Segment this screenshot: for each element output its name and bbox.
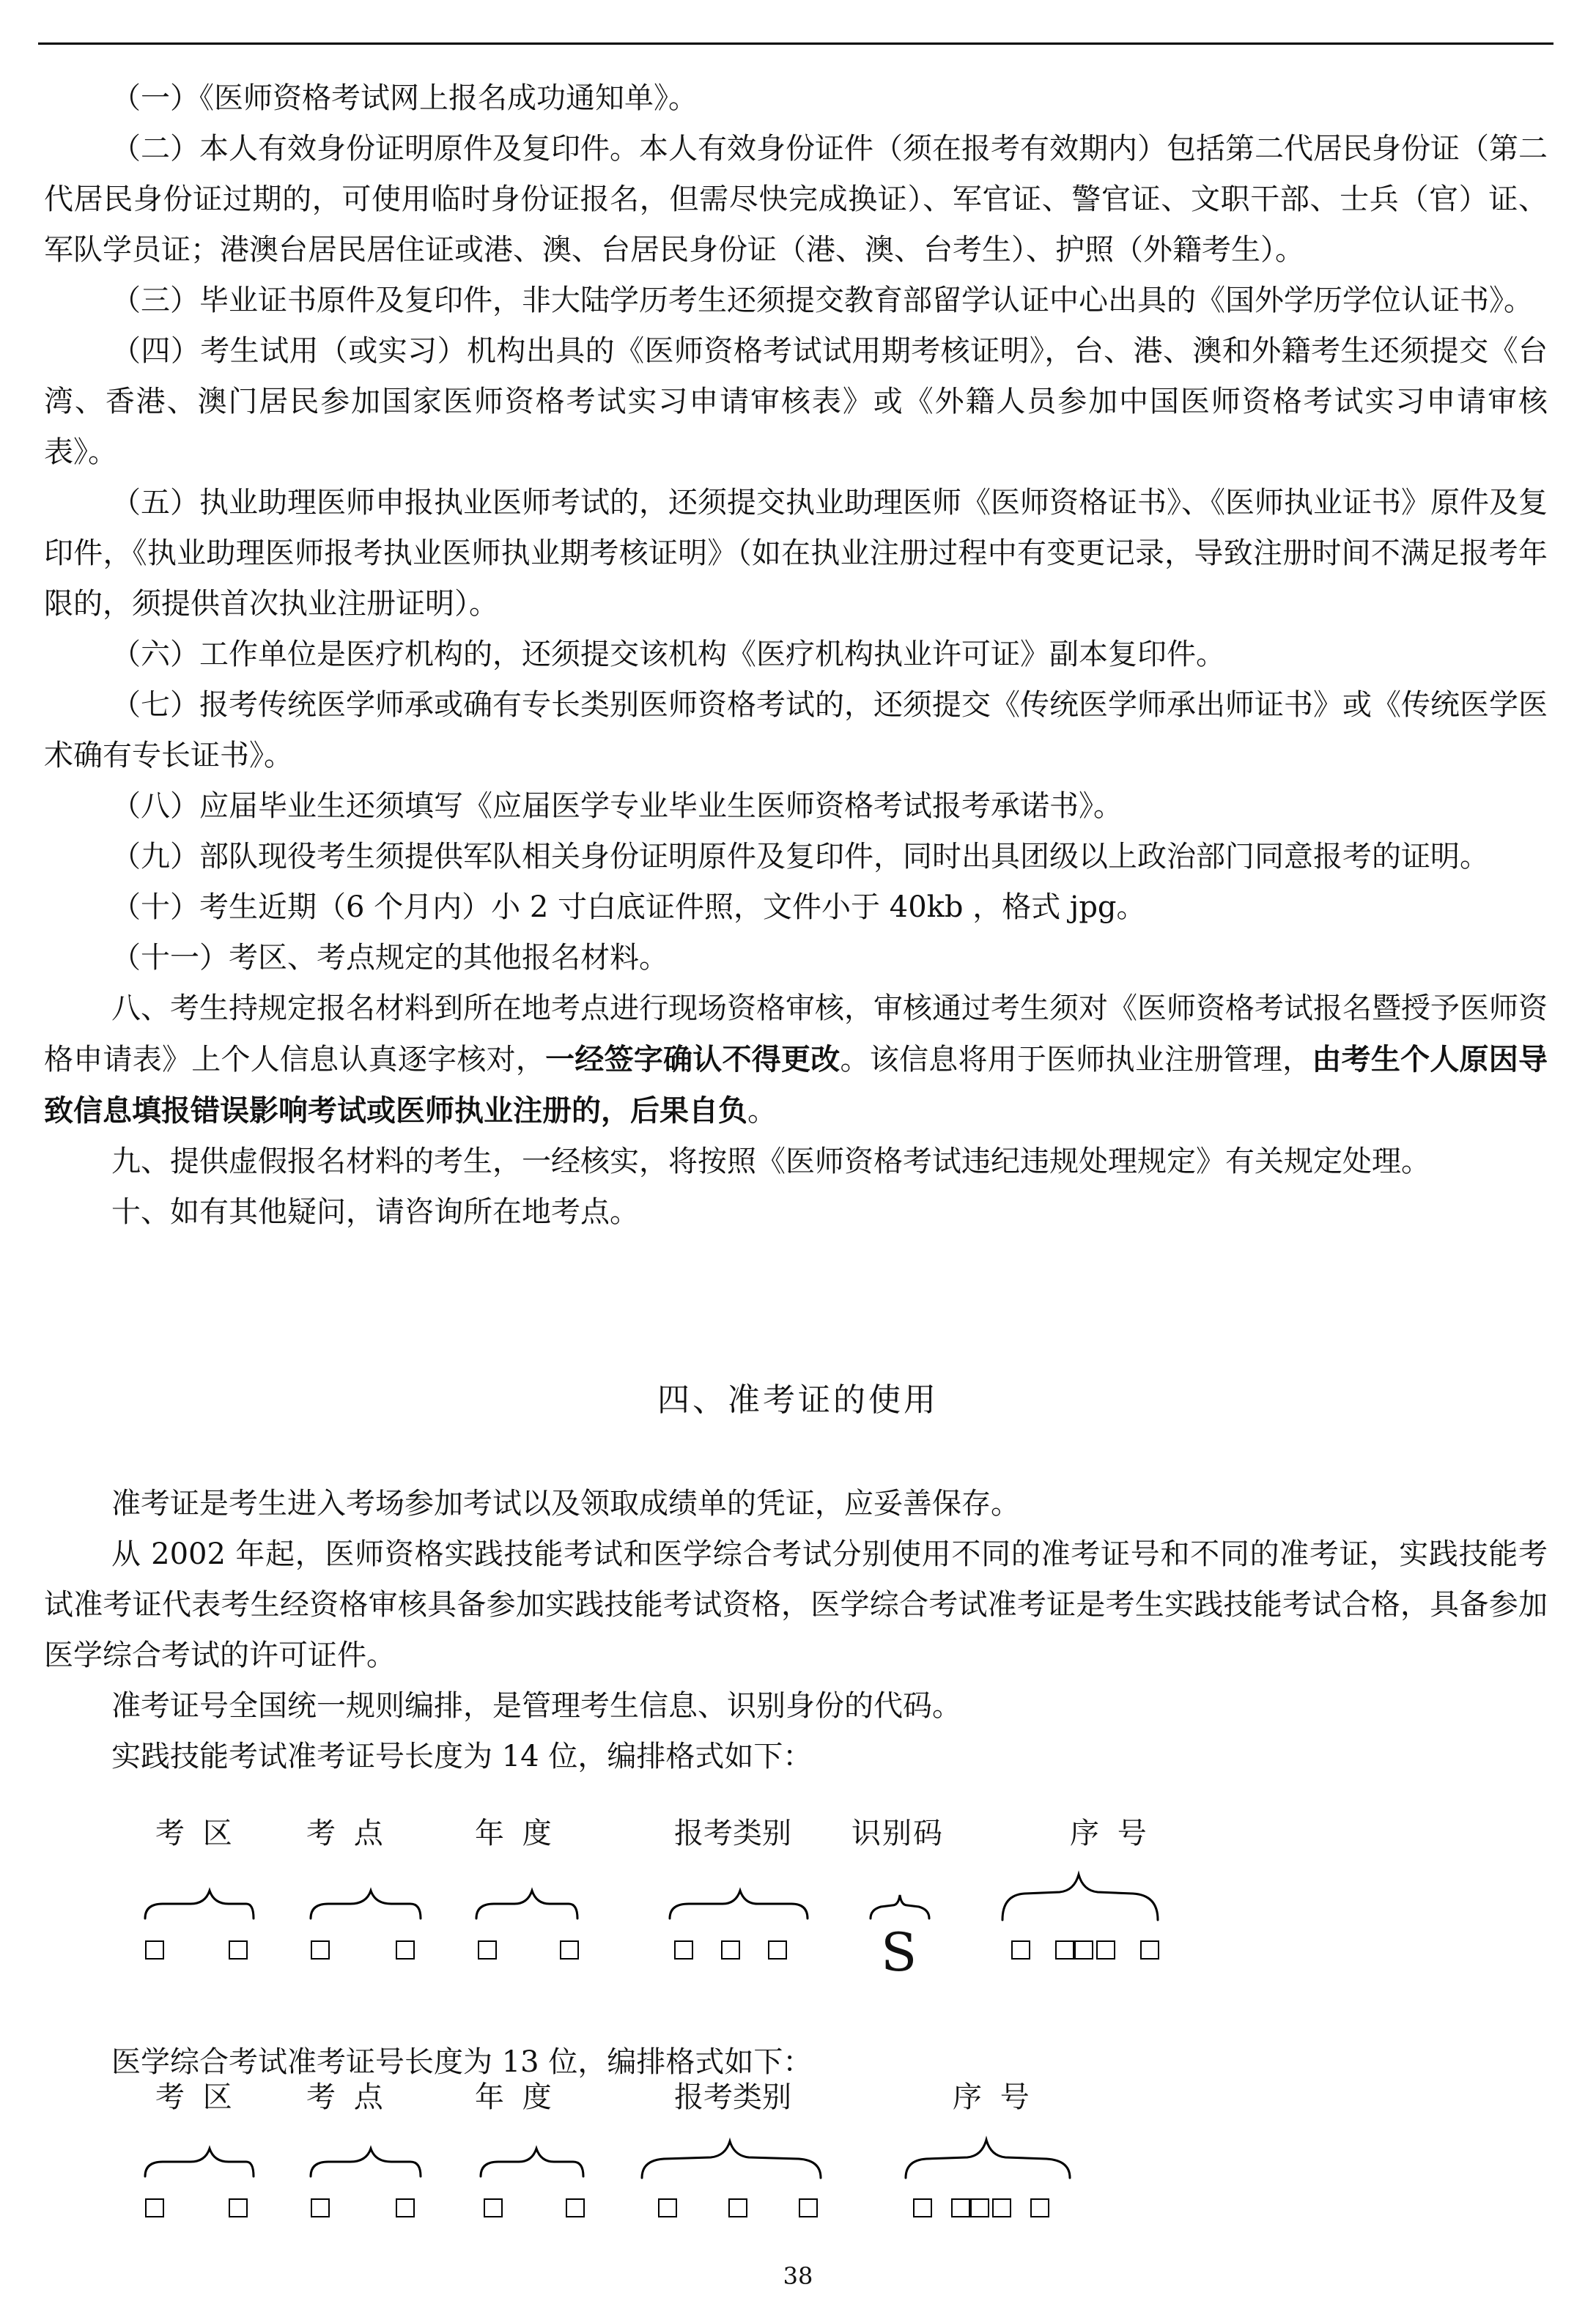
label-exam-site: 考 点 — [306, 2080, 388, 2114]
digit-box — [1030, 2198, 1049, 2217]
paragraph: 准考证号全国统一规则编排，是管理考生信息、识别身份的代码。 — [111, 1689, 961, 1723]
paragraph: （三）毕业证书原件及复印件，非大陆学历考生还须提交教育部留学认证中心出具的《国外学历学位认证书》。 — [111, 284, 1533, 317]
digit-box — [478, 1940, 497, 1960]
paragraph: 实践技能考试准考证号长度为 14 位，编排格式如下： — [111, 1740, 813, 1773]
digit-box — [1074, 1940, 1093, 1960]
brace — [642, 2141, 821, 2178]
paragraph-item-9: 九、提供虚假报名材料的考生，一经核实，将按照《医师资格考试违纪违规处理规定》有关规定处理。 — [111, 1145, 1430, 1178]
label-category: 报考类别 — [674, 1817, 791, 1850]
digit-box — [396, 1940, 415, 1960]
brace — [476, 1891, 577, 1918]
page-number: 38 — [783, 2262, 813, 2290]
label-exam-region: 考 区 — [155, 2080, 237, 2114]
digit-box — [721, 1940, 740, 1960]
paragraph: （七）报考传统医学师承或确有专长类别医师资格考试的，还须提交《传统医学师承出师证书》或《传统医学医术确有专长证书》。 — [44, 688, 1548, 772]
paragraph: （十一）考区、考点规定的其他报名材料。 — [111, 941, 668, 975]
box-group-year — [484, 2198, 585, 2217]
brace — [670, 1891, 808, 1918]
label-id-code: 识别码 — [851, 1817, 944, 1850]
paragraph-item-8 — [44, 983, 1548, 1137]
digit-box — [1096, 1940, 1115, 1960]
box-group-region — [145, 1940, 248, 1960]
digit-box — [728, 2198, 747, 2217]
brace — [871, 1895, 929, 1918]
brace — [481, 2149, 583, 2176]
identification-code-letter: S — [881, 1921, 917, 1983]
label-exam-site: 考 点 — [306, 1817, 388, 1850]
brace — [906, 2140, 1070, 2178]
paragraph: （六）工作单位是医疗机构的，还须提交该机构《医疗机构执业许可证》副本复印件。 — [111, 638, 1225, 671]
box-group-category — [674, 1940, 787, 1960]
digit-box — [951, 2198, 970, 2217]
digit-box — [1055, 1940, 1074, 1960]
paragraph: 从 2002 年起，医师资格实践技能考试和医学综合考试分别使用不同的准考证号和不同的准考证，实践技能考试准考证代表考生经资格审核具备参加实践技能考试资格，医学综合考试准考证是考生实践技能考试合格，具备参加医学综合考试的许可证件。 — [44, 1537, 1548, 1672]
digit-box — [768, 1940, 787, 1960]
digit-box — [658, 2198, 677, 2217]
digit-box — [560, 1940, 579, 1960]
paragraph: （四）考生试用（或实习）机构出具的《医师资格考试试用期考核证明》，台、港、澳和外籍考生还须提交《台湾、香港、澳门居民参加国家医师资格考试实习申请审核表》或《外籍人员参加中国医师资格考试实习申请审核表》。 — [44, 334, 1548, 469]
paragraph: （十）考生近期（6 个月内）小 2 寸白底证件照，文件小于 40kb ，格式 jpg。 — [111, 890, 1146, 924]
text-run: 。 — [747, 1094, 777, 1128]
digit-box — [1011, 1940, 1030, 1960]
label-category: 报考类别 — [674, 2080, 791, 2114]
digit-box — [229, 2198, 248, 2217]
brace — [145, 1891, 254, 1918]
box-group-serial — [913, 2198, 1049, 2217]
section-heading: 四、准考证的使用 — [657, 1381, 939, 1419]
box-group-site — [311, 2198, 415, 2217]
paragraph: 准考证是考生进入考场参加考试以及领取成绩单的凭证，应妥善保存。 — [111, 1487, 1020, 1521]
paragraph: （九）部队现役考生须提供军队相关身份证明原件及复印件，同时出具团级以上政治部门同意报考的证明。 — [111, 840, 1489, 874]
box-group-site — [311, 1940, 415, 1960]
paragraph: （五）执业助理医师申报执业医师考试的，还须提交执业助理医师《医师资格证书》、《医师执业证书》原件及复印件，《执业助理医师报考执业医师执业期考核证明》（如在执业注册过程中有变更记录，导致注册时间不满足报考年限的，须提供首次执业注册证明）。 — [44, 486, 1548, 621]
label-year: 年 度 — [475, 1817, 556, 1850]
digit-box — [1140, 1940, 1159, 1960]
label-serial: 序 号 — [953, 2080, 1034, 2114]
format2-intro: 医学综合考试准考证号长度为 13 位，编排格式如下： — [111, 2045, 813, 2079]
paragraph: （八）应届毕业生还须填写《应届医学专业毕业生医师资格考试报考承诺书》。 — [111, 789, 1123, 823]
digit-box — [311, 2198, 330, 2217]
brace — [1002, 1875, 1158, 1920]
bold-text: 一经签字确认不得更改 — [545, 1042, 841, 1076]
box-group-region — [145, 2198, 248, 2217]
digit-box — [484, 2198, 503, 2217]
label-serial: 序 号 — [1070, 1817, 1151, 1850]
document-body — [44, 73, 1548, 1238]
digit-box — [674, 1940, 693, 1960]
box-group-serial — [1011, 1940, 1159, 1960]
box-group-category — [658, 2198, 818, 2217]
digit-box — [311, 1940, 330, 1960]
bold-text: 由考生个人原因导致信息填报错误影响考试或医师执业注册的，后果自负 — [44, 1042, 1548, 1128]
brace — [145, 2149, 254, 2176]
brace — [311, 2149, 421, 2176]
digit-box — [566, 2198, 585, 2217]
box-group-year — [478, 1940, 579, 1960]
paragraph: （一）《医师资格考试网上报名成功通知单》。 — [111, 81, 698, 115]
digit-box — [913, 2198, 932, 2217]
digit-box — [145, 1940, 164, 1960]
brace — [311, 1891, 421, 1918]
digit-box — [970, 2198, 989, 2217]
section-body — [44, 1479, 1548, 1782]
header-rule — [38, 43, 1553, 45]
paragraph: （二）本人有效身份证明原件及复印件。本人有效身份证件（须在报考有效期内）包括第二代居民身份证（第二代居民身份证过期的，可使用临时身份证报名，但需尽快完成换证）、军官证、警官证、文职干部、士兵（官）证、军队学员证；港澳台居民居住证或港、澳、台居民身份证（港、澳、台考生）、护照（外籍考生）。 — [44, 132, 1548, 267]
digit-box — [229, 1940, 248, 1960]
digit-box — [396, 2198, 415, 2217]
digit-box — [992, 2198, 1011, 2217]
digit-box — [145, 2198, 164, 2217]
text-run: 八、考生持规定报名材料到所在地考点进行现场资格审核，审核通过考生须对《医师资格考试报名暨授予医师资格申请表》上个人信息认真逐字核对， — [44, 991, 1548, 1076]
text-run: 。该信息将用于医师执业注册管理， — [840, 1043, 1312, 1076]
digit-box — [799, 2198, 818, 2217]
label-exam-region: 考 区 — [155, 1817, 237, 1850]
label-year: 年 度 — [475, 2080, 556, 2114]
paragraph-item-10: 十、如有其他疑问，请咨询所在地考点。 — [111, 1195, 639, 1229]
